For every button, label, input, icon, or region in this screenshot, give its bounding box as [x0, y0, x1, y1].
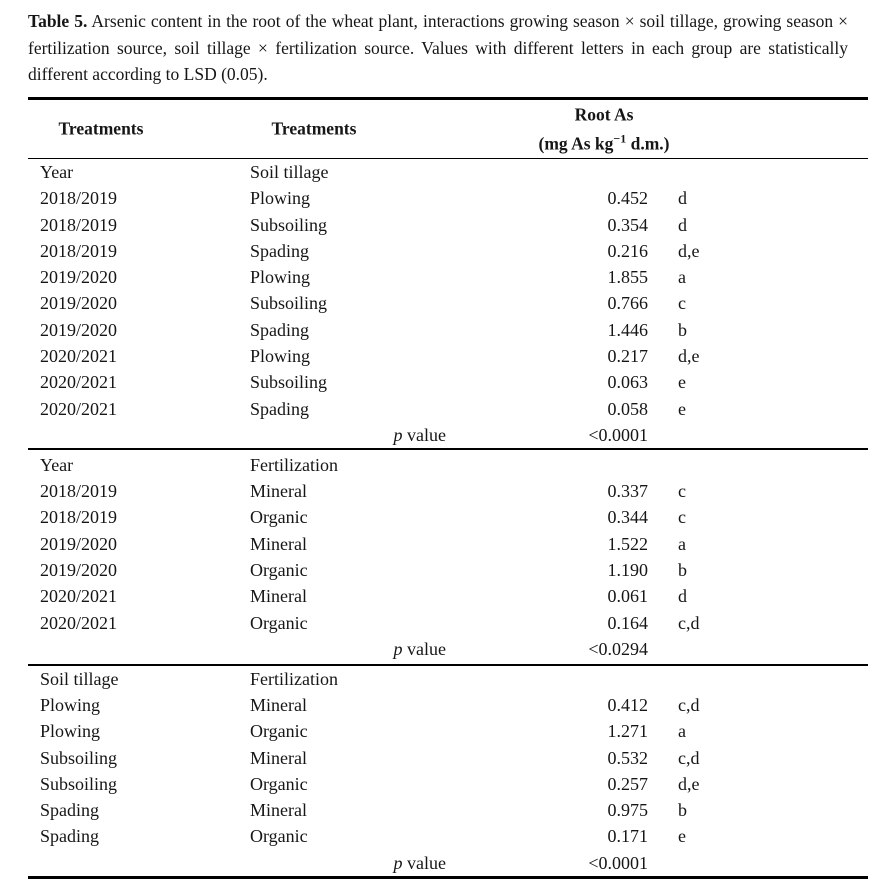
value-cell: 0.217 — [607, 346, 648, 367]
treatment-1-cell: Subsoiling — [40, 773, 118, 794]
treatment-2-cell: Plowing — [250, 188, 311, 209]
table-row — [28, 583, 868, 609]
treatment-2-cell: Mineral — [250, 694, 307, 715]
letters-cell: d — [678, 214, 687, 235]
empty-cell — [28, 850, 250, 876]
value-cell: 0.164 — [607, 612, 648, 633]
treatment-1-cell: Spading — [40, 826, 100, 847]
table-row — [28, 531, 868, 557]
treatment-1-cell: 2019/2020 — [40, 319, 118, 340]
value-cell: 1.271 — [607, 721, 648, 742]
treatment-2-cell: Subsoiling — [250, 372, 328, 393]
letters-cell: e — [678, 398, 686, 419]
treatment-1-cell: Subsoiling — [40, 747, 118, 768]
empty-cell — [460, 159, 648, 185]
value-cell: 0.058 — [607, 398, 648, 419]
empty-cell — [648, 452, 868, 478]
treatment-1-cell: 2020/2021 — [40, 398, 118, 419]
value-cell: 0.344 — [607, 507, 648, 528]
p-symbol: p — [393, 852, 403, 873]
treatment-1-cell: Plowing — [40, 721, 101, 742]
col-header-treatments-1: Treatments — [58, 118, 144, 138]
value-cell: 0.061 — [607, 586, 648, 607]
treatment-1-cell: 2019/2020 — [40, 559, 118, 580]
value-cell: 0.337 — [607, 481, 648, 502]
table-caption — [28, 8, 848, 88]
caption-text: Arsenic content in the root of the wheat plant, interactions growing season × soil tillage, growing season × fertilization source, soil tillage × fertilization source. Values with different letters in each group are statistically different according to LSD (0.05). — [28, 11, 848, 84]
unit-pre: (mg As kg — [538, 132, 614, 153]
table-row — [28, 692, 868, 718]
treatment-2-cell: Spading — [250, 240, 310, 261]
letters-cell: c,d — [678, 747, 700, 768]
letters-cell: d — [678, 586, 687, 607]
letters-cell: b — [678, 559, 687, 580]
treatment-1-cell: 2020/2021 — [40, 586, 118, 607]
value-cell: 1.190 — [607, 559, 648, 580]
table-row — [28, 478, 868, 504]
letters-cell: b — [678, 319, 687, 340]
treatment-1-cell: 2020/2021 — [40, 612, 118, 633]
p-value-row — [28, 422, 868, 448]
treatment-2-cell: Mineral — [250, 747, 307, 768]
empty-cell — [28, 636, 250, 662]
value-cell: 0.063 — [607, 372, 648, 393]
letters-cell: d,e — [678, 773, 700, 794]
empty-cell — [648, 666, 868, 692]
value-cell: 0.216 — [607, 240, 648, 261]
data-table — [28, 97, 868, 880]
table-sections — [28, 159, 868, 876]
table-header-row — [28, 100, 868, 158]
treatment-1-cell: Spading — [40, 800, 100, 821]
treatment-2-cell: Organic — [250, 507, 308, 528]
treatment-2-cell: Organic — [250, 773, 308, 794]
value-cell: 1.522 — [607, 533, 648, 554]
letters-cell: d,e — [678, 346, 700, 367]
treatment-2-cell: Organic — [250, 826, 308, 847]
empty-cell — [648, 422, 868, 448]
table-section-2 — [28, 450, 868, 664]
table-section-1 — [28, 159, 868, 448]
value-cell: 0.171 — [607, 826, 648, 847]
table-row — [28, 718, 868, 744]
empty-cell — [28, 422, 250, 448]
treatment-2-cell: Spading — [250, 398, 310, 419]
treatment-1-cell: 2020/2021 — [40, 372, 118, 393]
treatment-2-cell: Plowing — [250, 267, 311, 288]
treatment-1-cell: 2018/2019 — [40, 507, 118, 528]
p-value-number: <0.0001 — [588, 852, 648, 873]
table-row — [28, 797, 868, 823]
group-header-row — [28, 666, 868, 692]
table-row — [28, 823, 868, 849]
letters-cell: d — [678, 188, 687, 209]
group-1-label: Year — [40, 162, 74, 182]
unit-sup-exponent: −1 — [613, 131, 627, 146]
letters-cell: d,e — [678, 240, 700, 261]
table-row — [28, 369, 868, 395]
p-symbol: p — [393, 424, 403, 445]
treatment-1-cell: 2020/2021 — [40, 346, 118, 367]
p-label-rest: value — [402, 424, 446, 445]
p-label-rest: value — [402, 852, 446, 873]
group-header-row — [28, 159, 868, 185]
group-1-label: Soil tillage — [40, 668, 119, 689]
value-cell: 0.412 — [607, 694, 648, 715]
treatment-2-cell: Spading — [250, 319, 310, 340]
value-cell: 0.257 — [607, 773, 648, 794]
treatment-1-cell: 2018/2019 — [40, 240, 118, 261]
treatment-1-cell: 2018/2019 — [40, 188, 118, 209]
table-row — [28, 212, 868, 238]
root-as-title: Root As — [574, 104, 634, 125]
page — [0, 8, 875, 879]
letters-cell: c — [678, 481, 686, 502]
col-header-treatments-2: Treatments — [271, 118, 357, 138]
table-row — [28, 771, 868, 797]
table-row — [28, 745, 868, 771]
letters-cell: a — [678, 267, 686, 288]
empty-cell — [648, 850, 868, 876]
letters-cell: c — [678, 507, 686, 528]
treatment-2-cell: Mineral — [250, 533, 307, 554]
p-value-label — [250, 850, 460, 876]
col-header-root-as — [539, 102, 670, 155]
value-cell: 0.532 — [607, 747, 648, 768]
letters-cell: c,d — [678, 612, 700, 633]
letters-cell: c,d — [678, 694, 700, 715]
value-cell: 0.452 — [607, 188, 648, 209]
table-row — [28, 185, 868, 211]
p-label-rest: value — [402, 638, 446, 659]
treatment-1-cell: 2019/2020 — [40, 533, 118, 554]
p-value-label — [250, 636, 460, 662]
value-cell: 0.766 — [607, 293, 648, 314]
table-row — [28, 317, 868, 343]
table-row — [28, 557, 868, 583]
table-row — [28, 504, 868, 530]
p-value-row — [28, 850, 868, 876]
treatment-1-cell: 2018/2019 — [40, 481, 118, 502]
root-as-unit — [539, 126, 670, 155]
table-section-3 — [28, 666, 868, 876]
table-row — [28, 396, 868, 422]
letters-cell: c — [678, 293, 686, 314]
empty-cell — [460, 452, 648, 478]
treatment-2-cell: Organic — [250, 721, 308, 742]
treatment-2-cell: Mineral — [250, 586, 307, 607]
letters-cell: b — [678, 800, 687, 821]
empty-cell — [648, 636, 868, 662]
table-bottom-rule — [28, 876, 868, 879]
group-2-label: Soil tillage — [250, 162, 329, 182]
letters-cell: e — [678, 372, 686, 393]
group-header-row — [28, 452, 868, 478]
treatment-2-cell: Mineral — [250, 800, 307, 821]
table-row — [28, 238, 868, 264]
value-cell: 0.354 — [607, 214, 648, 235]
letters-cell: e — [678, 826, 686, 847]
p-symbol: p — [393, 638, 403, 659]
group-2-label: Fertilization — [250, 454, 338, 475]
group-1-label: Year — [40, 454, 74, 475]
treatment-2-cell: Subsoiling — [250, 214, 328, 235]
value-cell: 1.855 — [607, 267, 648, 288]
treatment-2-cell: Organic — [250, 612, 308, 633]
treatment-1-cell: 2019/2020 — [40, 267, 118, 288]
treatment-2-cell: Subsoiling — [250, 293, 328, 314]
table-row — [28, 343, 868, 369]
letters-cell: a — [678, 533, 686, 554]
group-2-label: Fertilization — [250, 668, 338, 689]
treatment-2-cell: Organic — [250, 559, 308, 580]
unit-post: d.m.) — [626, 132, 670, 153]
value-cell: 0.975 — [607, 800, 648, 821]
treatment-1-cell: 2019/2020 — [40, 293, 118, 314]
p-value-number: <0.0001 — [588, 424, 648, 445]
letters-cell: a — [678, 721, 686, 742]
p-value-label — [250, 422, 460, 448]
table-row — [28, 610, 868, 636]
treatment-2-cell: Plowing — [250, 346, 311, 367]
p-value-number: <0.0294 — [588, 638, 648, 659]
empty-cell — [648, 159, 868, 185]
p-value-row — [28, 636, 868, 662]
table-row — [28, 264, 868, 290]
treatment-1-cell: 2018/2019 — [40, 214, 118, 235]
treatment-1-cell: Plowing — [40, 694, 101, 715]
empty-cell — [460, 666, 648, 692]
table-row — [28, 290, 868, 316]
value-cell: 1.446 — [607, 319, 648, 340]
caption-label: Table 5. — [28, 11, 88, 31]
treatment-2-cell: Mineral — [250, 481, 307, 502]
